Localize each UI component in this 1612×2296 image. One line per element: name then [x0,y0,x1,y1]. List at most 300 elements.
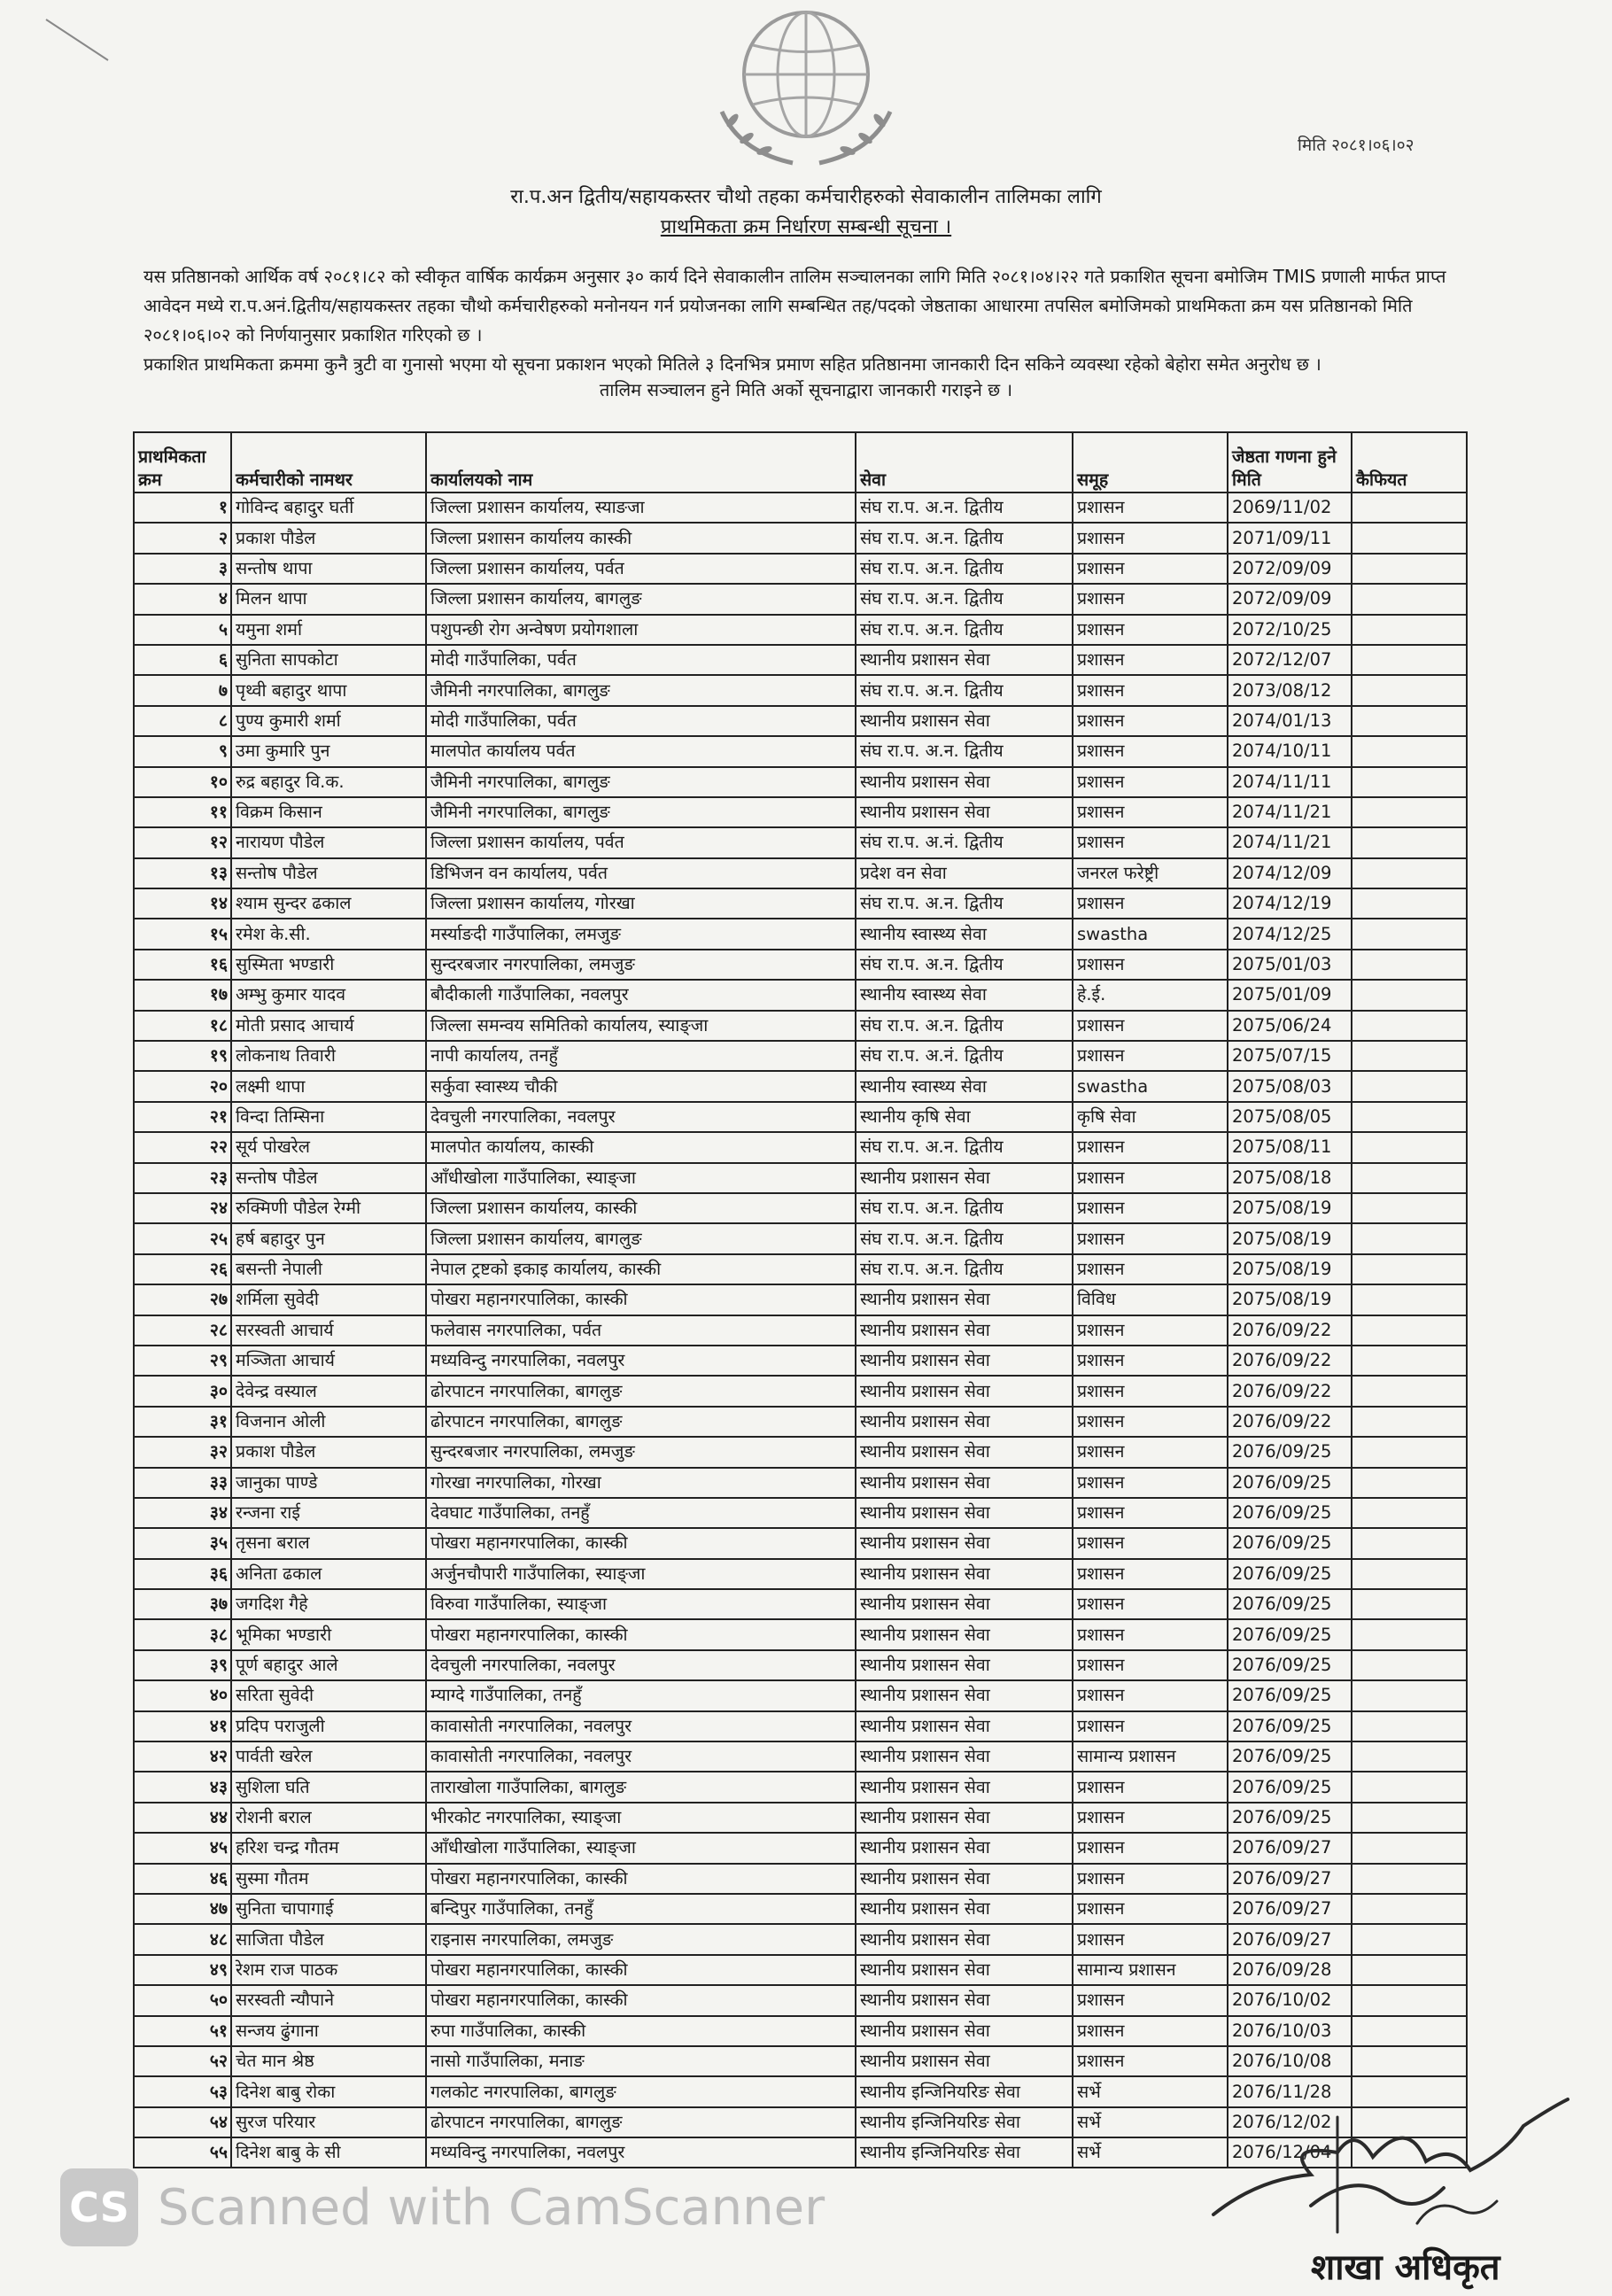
cell-seniority: 2076/09/28 [1228,1955,1352,1985]
cell-rank: ८ [134,706,231,736]
cell-name: सन्तोष पौडेल [231,1163,426,1193]
cell-office: ढोरपाटन नगरपालिका, बागलुङ [426,1407,856,1437]
cell-office: विरुवा गाउँपालिका, स्याङ्जा [426,1589,856,1619]
cell-remarks [1352,706,1467,736]
cell-name: सुनिता चापागाई [231,1894,426,1924]
cell-name: अनिता ढकाल [231,1559,426,1589]
cell-office: म्याग्दे गाउँपालिका, तनहुँ [426,1680,856,1710]
table-row [134,1041,1467,1071]
cell-seniority: 2074/12/19 [1228,888,1352,919]
cell-seniority: 2076/11/28 [1228,2076,1352,2106]
cell-group: प्रशासन [1073,523,1228,553]
cell-service: संघ रा.प. अ.न. द्वितीय [856,1254,1073,1284]
cell-service: संघ रा.प. अ.न. द्वितीय [856,1132,1073,1162]
cell-group: प्रशासन [1073,2046,1228,2076]
cell-remarks [1352,1132,1467,1162]
cell-rank: ४८ [134,1924,231,1954]
cell-service: स्थानीय प्रशासन सेवा [856,1772,1073,1802]
cell-rank: १५ [134,919,231,949]
cell-rank: ३३ [134,1468,231,1498]
col-header-seniority: जेष्ठता गणना हुने मिति [1228,432,1352,493]
cell-seniority: 2072/09/09 [1228,584,1352,614]
cell-office: कावासोती नगरपालिका, नवलपुर [426,1741,856,1772]
cell-remarks [1352,827,1467,857]
cell-office: जिल्ला प्रशासन कार्यालय, स्याङजा [426,493,856,523]
cell-remarks [1352,1955,1467,1985]
cell-group: प्रशासन [1073,1498,1228,1528]
cell-remarks [1352,554,1467,584]
cell-seniority: 2076/09/27 [1228,1833,1352,1863]
cell-remarks [1352,1985,1467,2015]
cell-name: प्रकाश पौडेल [231,1437,426,1467]
cell-seniority: 2076/09/25 [1228,1772,1352,1802]
table-row [134,1011,1467,1041]
cell-rank: ३५ [134,1528,231,1558]
cell-group: विविध [1073,1284,1228,1315]
cell-group: प्रशासन [1073,1650,1228,1680]
table-row [134,1223,1467,1253]
cell-rank: २० [134,1071,231,1101]
cell-remarks [1352,1772,1467,1802]
col-header-group: समूह [1073,432,1228,493]
cell-rank: ४० [134,1680,231,1710]
table-row [134,1772,1467,1802]
table-row [134,858,1467,888]
cell-name: सूर्य पोखरेल [231,1132,426,1162]
cell-service: स्थानीय इन्जिनियरिङ सेवा [856,2107,1073,2137]
cell-rank: ४२ [134,1741,231,1772]
cell-group: प्रशासन [1073,1803,1228,1833]
cell-name: प्रदिप पराजुली [231,1711,426,1741]
cell-service: स्थानीय प्रशासन सेवा [856,1924,1073,1954]
cell-group: प्रशासन [1073,1589,1228,1619]
cell-rank: ३० [134,1376,231,1406]
cell-rank: ४१ [134,1711,231,1741]
cell-service: स्थानीय प्रशासन सेवा [856,767,1073,797]
table-row [134,797,1467,827]
cell-rank: ३९ [134,1650,231,1680]
camscanner-logo-icon: CS [60,2168,138,2246]
cell-name: भूमिका भण्डारी [231,1619,426,1649]
cell-office: जिल्ला प्रशासन कार्यालय, बागलुङ [426,584,856,614]
cell-office: देवघाट गाउँपालिका, तनहुँ [426,1498,856,1528]
cell-name: प्रकाश पौडेल [231,523,426,553]
cell-service: संघ रा.प. अ.न. द्वितीय [856,523,1073,553]
cell-office: मालपोत कार्यालय पर्वत [426,736,856,766]
cell-seniority: 2075/07/15 [1228,1041,1352,1071]
cell-group: प्रशासन [1073,1011,1228,1041]
cell-seniority: 2076/09/27 [1228,1894,1352,1924]
cell-service: स्थानीय प्रशासन सेवा [856,1864,1073,1894]
table-row [134,554,1467,584]
cell-service: संघ रा.प. अ.नं. द्वितीय [856,827,1073,857]
cell-office: सुन्दरबजार नगरपालिका, लमजुङ [426,1437,856,1467]
table-row [134,1163,1467,1193]
cell-office: मध्यविन्दु नगरपालिका, नवलपुर [426,1346,856,1376]
cell-office: जिल्ला प्रशासन कार्यालय, पर्वत [426,827,856,857]
cell-seniority: 2074/11/11 [1228,767,1352,797]
table-row [134,1498,1467,1528]
cell-remarks [1352,1619,1467,1649]
cell-seniority: 2074/11/21 [1228,797,1352,827]
cell-remarks [1352,584,1467,614]
cell-service: स्थानीय प्रशासन सेवा [856,1619,1073,1649]
cell-remarks [1352,1559,1467,1589]
cell-service: संघ रा.प. अ.न. द्वितीय [856,1193,1073,1223]
notice-paragraph-1: यस प्रतिष्ठानको आर्थिक वर्ष २०८१।८२ को स्वीकृत वार्षिक कार्यक्रम अनुसार ३० कार्य दिने सेवाकालीन तालिम सञ्चालनका लागि मिति २०८१।०४।२२ गते प्रकाशित सूचना बमोजिम TMIS प्रणाली मार्फत प्राप्त आवेदन मध्ये रा.प.अनं.द्वितीय/सहायकस्तर तहका चौथो कर्मचारीहरुको मनोनयन गर्न प्रयोजनका लागि सम्बन्धित तह/पदको जेष्ठताका आधारमा तपसिल बमोजिमको प्राथमिकता क्रम यस प्रतिष्ठानको मिति २०८१।०६।०२ को निर्णयानुसार प्रकाशित गरिएको छ । [143,266,1446,345]
cell-service: स्थानीय प्रशासन सेवा [856,1346,1073,1376]
cell-seniority: 2074/11/21 [1228,827,1352,857]
cell-rank: २८ [134,1315,231,1346]
notice-body [143,262,1460,379]
cell-remarks [1352,919,1467,949]
cell-service: स्थानीय प्रशासन सेवा [856,1589,1073,1619]
cell-rank: ४४ [134,1803,231,1833]
cell-name: श्याम सुन्दर ढकाल [231,888,426,919]
cell-name: यमुना शर्मा [231,615,426,645]
cell-seniority: 2074/12/09 [1228,858,1352,888]
cell-seniority: 2075/06/24 [1228,1011,1352,1041]
cell-name: गोविन्द बहादुर घर्ती [231,493,426,523]
cell-service: स्थानीय इन्जिनियरिङ सेवा [856,2137,1073,2168]
table-row [134,1711,1467,1741]
cell-seniority: 2075/08/03 [1228,1071,1352,1101]
cell-office: मालपोत कार्यालय, कास्की [426,1132,856,1162]
cell-group: सर्भे [1073,2137,1228,2168]
cell-rank: २७ [134,1284,231,1315]
cell-seniority: 2073/08/12 [1228,675,1352,705]
cell-group: प्रशासन [1073,1468,1228,1498]
cell-group: प्रशासन [1073,1833,1228,1863]
cell-rank: ३१ [134,1407,231,1437]
table-row [134,2046,1467,2076]
cell-group: कृषि सेवा [1073,1102,1228,1132]
cell-service: स्थानीय प्रशासन सेवा [856,1894,1073,1924]
cell-rank: २ [134,523,231,553]
handwritten-signature [1205,2090,1577,2241]
cell-seniority: 2072/09/09 [1228,554,1352,584]
cell-service: स्थानीय प्रशासन सेवा [856,1163,1073,1193]
notice-title: रा.प.अन द्वितीय/सहायकस्तर चौथो तहका कर्मचारीहरुको सेवाकालीन तालिमका लागि [510,186,1102,208]
cell-service: स्थानीय प्रशासन सेवा [856,1468,1073,1498]
cell-service: प्रदेश वन सेवा [856,858,1073,888]
cell-name: सुशिला घति [231,1772,426,1802]
table-row [134,706,1467,736]
cell-rank: ४ [134,584,231,614]
table-row [134,1650,1467,1680]
cell-group: प्रशासन [1073,1559,1228,1589]
cell-rank: १६ [134,950,231,980]
cell-remarks [1352,493,1467,523]
cell-name: सुस्मिता भण्डारी [231,950,426,980]
cell-seniority: 2071/09/11 [1228,523,1352,553]
cell-seniority: 2076/09/25 [1228,1650,1352,1680]
table-row [134,1680,1467,1710]
cell-rank: ५० [134,1985,231,2015]
scan-corner-mark [44,16,115,69]
cell-remarks [1352,1437,1467,1467]
cell-rank: ७ [134,675,231,705]
cell-remarks [1352,1680,1467,1710]
table-row [134,523,1467,553]
cell-seniority: 2076/09/25 [1228,1437,1352,1467]
cell-remarks [1352,1650,1467,1680]
table-row [134,1376,1467,1406]
cell-rank: २६ [134,1254,231,1284]
cell-group: प्रशासन [1073,950,1228,980]
cell-office: पोखरा महानगरपालिका, कास्की [426,1955,856,1985]
cell-rank: १३ [134,858,231,888]
cell-office: नापी कार्यालय, तनहुँ [426,1041,856,1071]
table-row [134,493,1467,523]
cell-office: मोदी गाउँपालिका, पर्वत [426,706,856,736]
cell-office: पोखरा महानगरपालिका, कास्की [426,1864,856,1894]
cell-remarks [1352,523,1467,553]
cell-group: प्रशासन [1073,1985,1228,2015]
cell-name: पृथ्वी बहादुर थापा [231,675,426,705]
cell-office: पोखरा महानगरपालिका, कास्की [426,1985,856,2015]
table-row [134,1864,1467,1894]
cell-remarks [1352,1163,1467,1193]
cell-seniority: 2076/09/25 [1228,1559,1352,1589]
cell-seniority: 2074/01/13 [1228,706,1352,736]
cell-name: लोकनाथ तिवारी [231,1041,426,1071]
cell-name: बसन्ती नेपाली [231,1254,426,1284]
cell-name: रुक्मिणी पौडेल रेग्मी [231,1193,426,1223]
cell-rank: ३४ [134,1498,231,1528]
cell-group: प्रशासन [1073,767,1228,797]
cell-office: अर्जुनचौपारी गाउँपालिका, स्याङ्जा [426,1559,856,1589]
cell-seniority: 2076/09/22 [1228,1346,1352,1376]
cell-name: नारायण पौडेल [231,827,426,857]
cell-seniority: 2072/10/25 [1228,615,1352,645]
cell-seniority: 2076/09/25 [1228,1468,1352,1498]
cell-rank: ४५ [134,1833,231,1863]
cell-name: विजनान ओली [231,1407,426,1437]
cell-name: चेत मान श्रेष्ठ [231,2046,426,2076]
cell-remarks [1352,1071,1467,1101]
cell-office: पशुपन्छी रोग अन्वेषण प्रयोगशाला [426,615,856,645]
cell-seniority: 2076/09/22 [1228,1407,1352,1437]
cell-name: रेशम राज पाठक [231,1955,426,1985]
table-row [134,645,1467,675]
cell-rank: ६ [134,645,231,675]
cell-remarks [1352,1924,1467,1954]
cell-group: प्रशासन [1073,1711,1228,1741]
cell-group: सामान्य प्रशासन [1073,1955,1228,1985]
table-row [134,1619,1467,1649]
cell-service: स्थानीय स्वास्थ्य सेवा [856,1071,1073,1101]
cell-service: स्थानीय प्रशासन सेवा [856,1376,1073,1406]
col-header-service: सेवा [856,432,1073,493]
cell-office: रुपा गाउँपालिका, कास्की [426,2016,856,2046]
cell-service: संघ रा.प. अ.न. द्वितीय [856,584,1073,614]
cell-service: स्थानीय इन्जिनियरिङ सेवा [856,2076,1073,2106]
cell-office: पोखरा महानगरपालिका, कास्की [426,1528,856,1558]
notice-subtitle: प्राथमिकता क्रम निर्धारण सम्बन्धी सूचना । [660,216,952,238]
cell-name: रमेश के.सी. [231,919,426,949]
cell-rank: ४९ [134,1955,231,1985]
cell-office: नेपाल ट्रष्टको इकाइ कार्यालय, कास्की [426,1254,856,1284]
cell-seniority: 2075/08/11 [1228,1132,1352,1162]
cell-service: स्थानीय स्वास्थ्य सेवा [856,980,1073,1010]
cell-office: कावासोती नगरपालिका, नवलपुर [426,1711,856,1741]
cell-office: बौदीकाली गाउँपालिका, नवलपुर [426,980,856,1010]
cell-rank: २९ [134,1346,231,1376]
table-row [134,827,1467,857]
cell-group: प्रशासन [1073,2016,1228,2046]
table-row [134,1741,1467,1772]
cell-rank: ३२ [134,1437,231,1467]
cell-name: जानुका पाण्डे [231,1468,426,1498]
cell-group: प्रशासन [1073,1254,1228,1284]
cell-remarks [1352,1407,1467,1437]
cell-group: प्रशासन [1073,1193,1228,1223]
cell-name: मञ्जिता आचार्य [231,1346,426,1376]
cell-service: संघ रा.प. अ.न. द्वितीय [856,1223,1073,1253]
cell-name: विक्रम किसान [231,797,426,827]
cell-service: स्थानीय प्रशासन सेवा [856,1650,1073,1680]
cell-name: सुनिता सापकोटा [231,645,426,675]
cell-seniority: 2076/09/25 [1228,1498,1352,1528]
cell-seniority: 2076/09/25 [1228,1741,1352,1772]
cell-office: ढोरपाटन नगरपालिका, बागलुङ [426,1376,856,1406]
cell-group: प्रशासन [1073,645,1228,675]
cell-name: अम्भु कुमार यादव [231,980,426,1010]
cell-remarks [1352,1741,1467,1772]
cell-seniority: 2075/01/03 [1228,950,1352,980]
table-row [134,1894,1467,1924]
table-row [134,1132,1467,1162]
cell-seniority: 2074/12/25 [1228,919,1352,949]
table-row [134,615,1467,645]
cell-office: जिल्ला प्रशासन कार्यालय, कास्की [426,1193,856,1223]
cell-name: सरिता सुवेदी [231,1680,426,1710]
cell-office: जिल्ला समन्वय समितिको कार्यालय, स्याङ्जा [426,1011,856,1041]
cell-service: स्थानीय प्रशासन सेवा [856,2016,1073,2046]
cell-group: प्रशासन [1073,1163,1228,1193]
cell-group: प्रशासन [1073,797,1228,827]
scanner-text: Scanned with CamScanner [158,2178,825,2237]
cell-rank: ४३ [134,1772,231,1802]
cell-service: संघ रा.प. अ.न. द्वितीय [856,1011,1073,1041]
cell-remarks [1352,1041,1467,1071]
cell-seniority: 2076/09/25 [1228,1711,1352,1741]
cell-office: पोखरा महानगरपालिका, कास्की [426,1284,856,1315]
table-row [134,1102,1467,1132]
cell-seniority: 2076/09/25 [1228,1803,1352,1833]
cell-seniority: 2075/08/18 [1228,1163,1352,1193]
cell-office: मर्स्याङदी गाउँपालिका, लमजुङ [426,919,856,949]
cell-office: सुन्दरबजार नगरपालिका, लमजुङ [426,950,856,980]
cell-name: शर्मिला सुवेदी [231,1284,426,1315]
cell-office: जिल्ला प्रशासन कार्यालय, बागलुङ [426,1223,856,1253]
cell-group: जनरल फरेष्ट्री [1073,858,1228,888]
cell-remarks [1352,950,1467,980]
cell-remarks [1352,767,1467,797]
cell-rank: ५१ [134,2016,231,2046]
cell-group: प्रशासन [1073,736,1228,766]
cell-name: पार्वती खरेल [231,1741,426,1772]
cell-name: रुद्र बहादुर वि.क. [231,767,426,797]
cell-service: स्थानीय प्रशासन सेवा [856,1528,1073,1558]
cell-rank: ४७ [134,1894,231,1924]
cell-service: स्थानीय प्रशासन सेवा [856,1955,1073,1985]
cell-service: स्थानीय प्रशासन सेवा [856,2046,1073,2076]
cell-remarks [1352,1528,1467,1558]
cell-rank: ३६ [134,1559,231,1589]
cell-name: लक्ष्मी थापा [231,1071,426,1101]
cell-service: संघ रा.प. अ.न. द्वितीय [856,888,1073,919]
cell-name: सुस्मा गौतम [231,1864,426,1894]
cell-office: राइनास नगरपालिका, लमजुङ [426,1924,856,1954]
cell-name: जगदिश गैहे [231,1589,426,1619]
cell-group: प्रशासन [1073,584,1228,614]
cell-group: सर्भे [1073,2107,1228,2137]
cell-seniority: 2076/09/27 [1228,1924,1352,1954]
cell-name: सन्जय ढुंगाना [231,2016,426,2046]
cell-name: हरिश चन्द्र गौतम [231,1833,426,1863]
cell-seniority: 2076/09/25 [1228,1619,1352,1649]
cell-seniority: 2075/08/19 [1228,1254,1352,1284]
table-row [134,1315,1467,1346]
cell-rank: ३८ [134,1619,231,1649]
cell-group: सामान्य प्रशासन [1073,1741,1228,1772]
table-row [134,1985,1467,2015]
cell-rank: ५३ [134,2076,231,2106]
cell-seniority: 2075/08/19 [1228,1193,1352,1223]
cell-group: प्रशासन [1073,706,1228,736]
cell-group: प्रशासन [1073,1924,1228,1954]
cell-service: स्थानीय प्रशासन सेवा [856,1498,1073,1528]
cell-group: प्रशासन [1073,827,1228,857]
cell-service: स्थानीय स्वास्थ्य सेवा [856,919,1073,949]
cell-remarks [1352,1376,1467,1406]
cell-service: संघ रा.प. अ.न. द्वितीय [856,675,1073,705]
cell-service: स्थानीय प्रशासन सेवा [856,1559,1073,1589]
cell-group: प्रशासन [1073,1437,1228,1467]
table-row [134,1346,1467,1376]
table-row [134,1071,1467,1101]
cell-name: उमा कुमारि पुन [231,736,426,766]
cell-remarks [1352,1011,1467,1041]
cell-service: स्थानीय प्रशासन सेवा [856,645,1073,675]
table-row [134,1193,1467,1223]
cell-name: सन्तोष पौडेल [231,858,426,888]
table-body [134,493,1467,2168]
table-row [134,1955,1467,1985]
cell-name: मोती प्रसाद आचार्य [231,1011,426,1041]
cell-rank: १८ [134,1011,231,1041]
cell-group: प्रशासन [1073,1346,1228,1376]
cell-remarks [1352,980,1467,1010]
cell-group: प्रशासन [1073,554,1228,584]
cell-remarks [1352,1193,1467,1223]
cell-group: प्रशासन [1073,1528,1228,1558]
table-row [134,1559,1467,1589]
cell-seniority: 2072/12/07 [1228,645,1352,675]
table-row [134,888,1467,919]
cell-rank: १९ [134,1041,231,1071]
cell-service: स्थानीय प्रशासन सेवा [856,1711,1073,1741]
cell-seniority: 2076/09/25 [1228,1589,1352,1619]
cell-service: स्थानीय प्रशासन सेवा [856,706,1073,736]
cell-office: मध्यविन्दु नगरपालिका, नवलपुर [426,2137,856,2168]
cell-group: प्रशासन [1073,1223,1228,1253]
cell-remarks [1352,1864,1467,1894]
cell-remarks [1352,858,1467,888]
cell-seniority: 2076/09/25 [1228,1528,1352,1558]
